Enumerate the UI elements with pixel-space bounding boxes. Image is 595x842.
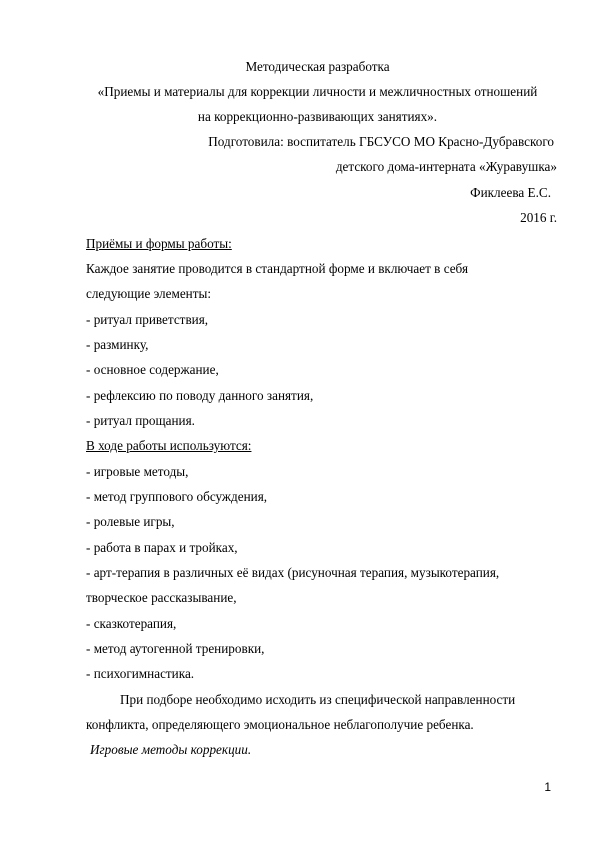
document-year: 2016 г. xyxy=(520,210,557,225)
paragraph-line-2: конфликта, определяющего эмоциональное неблагополучие ребенка. xyxy=(86,717,474,732)
section-heading-game-methods: Игровые методы коррекции. xyxy=(90,742,252,757)
intro-line-1: Каждое занятие проводится в стандартной форме и включает в себя xyxy=(86,261,469,276)
page-number: 1 xyxy=(544,780,551,794)
list-item-continuation: творческое рассказывание, xyxy=(86,590,237,605)
author-line-2: детского дома-интерната «Журавушка» xyxy=(335,159,557,174)
intro-line-2: следующие элементы: xyxy=(86,286,212,301)
list-item: - психогимнастика. xyxy=(86,666,195,681)
paragraph-line-1: При подборе необходимо исходить из специфической направленности xyxy=(120,692,516,707)
list-item: - метод аутогенной тренировки, xyxy=(86,641,265,656)
list-item: - основное содержание, xyxy=(86,362,219,377)
list-item: - ролевые игры, xyxy=(86,514,175,529)
list-item: - ритуал прощания. xyxy=(86,413,195,428)
document-subtitle-line-2: на коррекционно-развивающих занятиях». xyxy=(197,109,438,124)
list-item: - сказкотерапия, xyxy=(86,616,177,631)
author-line-1: Подготовила: воспитатель ГБСУСО МО Красно-Дубравского xyxy=(208,134,554,149)
list-item: - арт-терапия в различных её видах (рисуночная терапия, музыкотерапия, xyxy=(86,565,500,580)
list-item: - ритуал приветствия, xyxy=(86,312,209,327)
section-heading-methods: В ходе работы используются: xyxy=(86,438,252,453)
list-item: - работа в парах и тройках, xyxy=(86,540,238,555)
document-subtitle-line-1: «Приемы и материалы для коррекции личности и межличностных отношений xyxy=(97,84,538,99)
author-name: Фиклеева Е.С. xyxy=(470,185,551,200)
list-item: - рефлексию по поводу данного занятия, xyxy=(86,388,314,403)
list-item: - метод группового обсуждения, xyxy=(86,489,268,504)
section-heading-techniques: Приёмы и формы работы: xyxy=(86,236,232,251)
document-title: Методическая разработка xyxy=(245,59,390,74)
list-item: - разминку, xyxy=(86,337,149,352)
list-item: - игровые методы, xyxy=(86,464,189,479)
